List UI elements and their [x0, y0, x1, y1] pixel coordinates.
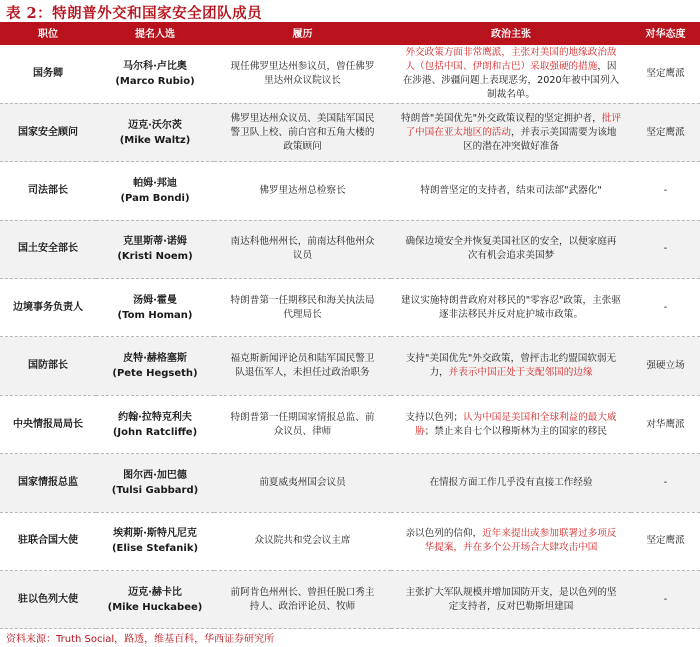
policy-text: 在情报方面工作几乎没有直接工作经验: [429, 476, 593, 488]
table-row: [0, 571, 700, 629]
resume-cell: 特朗普第一任期移民和海关执法局代理局长: [214, 279, 391, 337]
policy-highlight-text: 批评了中国在亚太地区的活动: [405, 112, 621, 138]
policy-text: 主张扩大军队规模并增加国防开支，是以色列的坚定支持者，反对巴勒斯坦建国: [405, 586, 617, 612]
nominee-name-en: (John Ratcliffe): [112, 426, 198, 438]
policy-text: 特朗普坚定的支持者，结束司法部"武器化": [420, 184, 602, 196]
nominee-name-cn: 克里斯蒂·诺姆: [123, 236, 187, 248]
nominee-name-cn: 汤姆·霍曼: [133, 294, 177, 306]
nominee-name-cn: 迈克·沃尔茨: [128, 119, 182, 131]
header-resume: 履历: [292, 29, 313, 40]
policy-cell: [391, 337, 631, 395]
table-row: [0, 337, 700, 395]
nominee-name-en: (Elise Stefanik): [111, 543, 199, 555]
source-note: 资料来源：Truth Social，路透，维基百科，华西证券研究所: [6, 634, 275, 645]
policy-text: 确保边境安全并恢复美国社区的安全，以便家庭再次有机会追求美国梦: [405, 236, 617, 262]
table-row: [0, 512, 700, 570]
resume-cell: 特朗普第一任期国家情报总监、前众议员、律师: [214, 395, 391, 453]
nominee-cell: [96, 512, 214, 570]
position-cell: 国务卿: [0, 45, 96, 103]
resume-cell: 众议院共和党会议主席: [214, 512, 391, 570]
position-cell: 国家安全顾问: [0, 103, 96, 161]
policy-text: ，并表示美国需要为该地区的潜在冲突做好准备: [463, 126, 617, 152]
china-attitude-cell: 坚定鹰派: [631, 103, 700, 161]
table-row: [0, 45, 700, 103]
position-cell: 国防部长: [0, 337, 96, 395]
nominee-cell: [96, 45, 214, 103]
nominee-cell: [96, 337, 214, 395]
resume-cell: 佛罗里达州总检察长: [214, 162, 391, 220]
nominee-name-en: (Tulsi Gabbard): [111, 484, 199, 496]
table-row: [0, 162, 700, 220]
policy-highlight-text: 并表示中国正处于支配邻国的边缘: [448, 367, 593, 379]
resume-cell: 南达科他州州长，前南达科他州众议员: [214, 220, 391, 278]
nominee-name-en: (Pete Hegseth): [112, 368, 198, 380]
china-attitude-cell: 对华鹰派: [631, 395, 700, 453]
position-cell: 国家情报总监: [0, 454, 96, 512]
policy-cell: [391, 45, 631, 103]
policy-highlight-text: 认为中国是美国和全球利益的最大威胁: [415, 411, 617, 437]
china-attitude-cell: 强硬立场: [631, 337, 700, 395]
policy-cell: [391, 454, 631, 512]
table-row: [0, 279, 700, 337]
policy-cell: [391, 512, 631, 570]
china-attitude-cell: 坚定鹰派: [631, 512, 700, 570]
nominee-name-en: (Pam Bondi): [120, 192, 190, 204]
nominee-name-cn: 图尔西·加巴德: [123, 469, 187, 481]
policy-text: 支持"美国优先"外交政策，曾抨击北约盟国软弱无力，: [405, 353, 617, 379]
nominee-name-en: (Mike Huckabee): [107, 601, 203, 613]
nominee-cell: [96, 103, 214, 161]
china-attitude-cell: 坚定鹰派: [631, 45, 700, 103]
china-attitude-cell: -: [631, 279, 700, 337]
nominee-name-cn: 马尔科·卢比奥: [123, 60, 187, 72]
nominee-name-cn: 皮特·赫格塞斯: [123, 353, 187, 365]
position-cell: 边境事务负责人: [0, 279, 96, 337]
policy-text: 特朗普"美国优先"外交政策议程的坚定拥护者，: [401, 112, 602, 124]
nominee-name-cn: 迈克·赫卡比: [128, 586, 182, 598]
nominee-cell: [96, 162, 214, 220]
policy-text: 建议实施特朗普政府对移民的"零容忍"政策，主张驱逐非法移民并反对庇护城市政策。: [401, 294, 621, 320]
position-cell: 驻以色列大使: [0, 571, 96, 629]
table-title: 表 2：特朗普外交和国家安全团队成员: [6, 5, 263, 22]
table-row: [0, 220, 700, 278]
china-attitude-cell: -: [631, 220, 700, 278]
resume-cell: 佛罗里达州众议员、美国陆军国民警卫队上校、前白宫和五角大楼的政策顾问: [214, 103, 391, 161]
table-row: [0, 103, 700, 161]
policy-cell: [391, 103, 631, 161]
table-row: [0, 395, 700, 453]
policy-highlight-text: 近年来提出或参加联署过多项反华提案，并在多个公开场合大肆攻击中国: [424, 528, 617, 554]
resume-cell: 前阿肯色州州长、曾担任脱口秀主持人、政治评论员、牧师: [214, 571, 391, 629]
nominee-cell: [96, 220, 214, 278]
header-position: 职位: [38, 29, 58, 40]
position-cell: 中央情报局局长: [0, 395, 96, 453]
policy-highlight-text: 外交政策方面非常鹰派，主张对美国的地缘政治敌人（包括中国、伊朗和古巴）采取强硬的措施: [405, 46, 617, 72]
policy-cell: [391, 571, 631, 629]
policy-text: ，因在涉港、涉疆问题上表现恶劣，2020年被中国列入制裁名单。: [402, 60, 620, 100]
china-attitude-cell: -: [631, 571, 700, 629]
resume-cell: 前夏威夷州国会议员: [214, 454, 391, 512]
table-row: [0, 454, 700, 512]
resume-cell: 现任佛罗里达州参议员，曾任佛罗里达州众议院议长: [214, 45, 391, 103]
header-china-attitude: 对华态度: [645, 29, 686, 40]
header-nominee: 提名人选: [135, 29, 175, 40]
china-attitude-cell: -: [631, 454, 700, 512]
nominee-name-en: (Mike Waltz): [119, 134, 191, 146]
position-cell: 国土安全部长: [0, 220, 96, 278]
policy-cell: [391, 279, 631, 337]
policy-text: ；禁止来自七个以穆斯林为主的国家的移民: [424, 425, 607, 437]
table-header-row: [0, 24, 700, 45]
policy-cell: [391, 162, 631, 220]
policy-cell: [391, 220, 631, 278]
team-table: [0, 24, 700, 629]
nominee-name-cn: 帕姆·邦迪: [133, 177, 177, 189]
resume-cell: 福克斯新闻评论员和陆军国民警卫队退伍军人，未担任过政治职务: [214, 337, 391, 395]
position-cell: 司法部长: [0, 162, 96, 220]
nominee-name-en: (Marco Rubio): [115, 75, 195, 87]
position-cell: 驻联合国大使: [0, 512, 96, 570]
nominee-cell: [96, 454, 214, 512]
china-attitude-cell: -: [631, 162, 700, 220]
nominee-cell: [96, 395, 214, 453]
nominee-cell: [96, 279, 214, 337]
header-policy: 政治主张: [491, 29, 531, 40]
nominee-name-en: (Kristi Noem): [117, 251, 193, 263]
nominee-name-cn: 约翰·拉特克利夫: [118, 411, 192, 423]
nominee-name-en: (Tom Homan): [117, 309, 193, 321]
policy-cell: [391, 395, 631, 453]
policy-text: 亲以色列的信仰，: [405, 528, 483, 540]
nominee-cell: [96, 571, 214, 629]
policy-text: 支持以色列；: [405, 411, 464, 423]
nominee-name-cn: 埃莉斯·斯特凡尼克: [113, 528, 197, 540]
